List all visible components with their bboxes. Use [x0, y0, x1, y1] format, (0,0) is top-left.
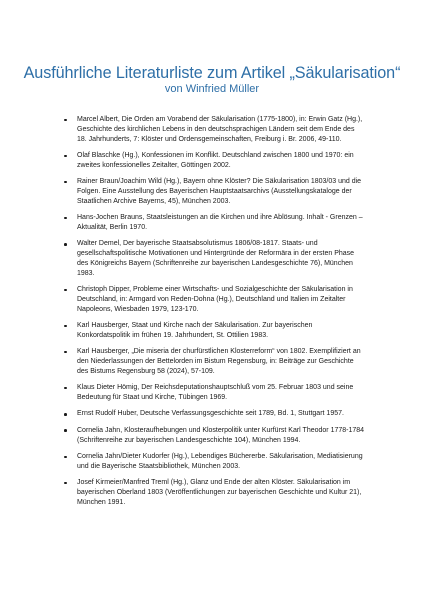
bibliography-entry [64, 452, 366, 472]
bullet-icon [64, 119, 67, 122]
bibliography-entry-text: Karl Hausberger, Staat und Kirche nach der Säkularisation. Zur bayerischen Konkordatspolitik im frühen 19. Jahrhundert, St. Ottilien 1983. [77, 322, 313, 339]
bibliography-entry-text: Marcel Albert, Die Orden am Vorabend der Säkularisation (1775-1800), in: Erwin Gatz (Hg.), Geschichte des kirchlichen Lebens in den deutschsprachigen Ländern seit dem Ende des 18. Jahrhunderts, 7: Klöster und Ordensgemeinschaften, Freiburg i. Br. 2006, 49-110. [77, 116, 363, 143]
bibliography-entry [64, 321, 366, 341]
bibliography-entry [64, 177, 366, 206]
bullet-icon [64, 456, 67, 459]
bullet-icon [64, 155, 67, 158]
bullet-icon [64, 413, 67, 416]
bibliography-entry-text: Ernst Rudolf Huber, Deutsche Verfassungsgeschichte seit 1789, Bd. 1, Stuttgart 1957. [77, 410, 344, 418]
bibliography-entry-text: Cornelia Jahn/Dieter Kudorfer (Hg.), Lebendiges Büchererbe. Säkularisation, Mediatisierung und die Bayerische Staatsbibliothek, München 2003. [77, 453, 363, 470]
bibliography-entry-text: Hans-Jochen Brauns, Staatsleistungen an die Kirchen und ihre Ablösung. Inhalt - Grenzen – Aktualität, Berlin 1970. [77, 214, 363, 231]
bullet-icon [64, 429, 67, 432]
bullet-icon [64, 289, 67, 292]
bibliography-entry [64, 426, 366, 446]
bullet-icon [64, 351, 67, 354]
bibliography-entry [64, 285, 366, 314]
bullet-icon [64, 325, 67, 328]
bibliography-entry-text: Rainer Braun/Joachim Wild (Hg.), Bayern ohne Klöster? Die Säkularisation 1803/03 und die Folgen. Eine Ausstellung des Bayerischen Hauptstaatsarchivs (Ausstellungskataloge der Staatlichen Archive Bayerns, 45), München 2003. [77, 178, 362, 205]
bibliography-entry-text: Klaus Dieter Hömig, Der Reichsdeputationshauptschluß vom 25. Februar 1803 und seine Bedeutung für Staat und Kirche, Tübingen 1969. [77, 384, 354, 402]
bibliography-entry-text: Josef Kirmeier/Manfred Treml (Hg.), Glanz und Ende der alten Klöster. Säkularisation im bayerischen Oberland 1803 (Veröffentlichungen zur bayerischen Geschichte und Kultur 21), München 1991. [77, 479, 362, 506]
bullet-icon [64, 387, 67, 390]
bibliography-entry [64, 239, 366, 278]
bibliography-entry [64, 115, 366, 144]
bibliography-entry-text: Walter Demel, Der bayerische Staatsabsolutismus 1806/08-1817. Staats- und gesellschaftspolitische Motivationen und Hintergründe der Reformära in der ersten Phase des Königreichs Bayern (Schriftenreihe zur bayerischen Landesgeschichte 76), München 1983. [77, 240, 355, 277]
bibliography-entry-text: Cornelia Jahn, Klosteraufhebungen und Klosterpolitik unter Kurfürst Karl Theodor 1778-1784 (Schriftenreihe zur bayerischen Landesgeschichte 104), München 1994. [77, 426, 365, 444]
bibliography-entry-text: Olaf Blaschke (Hg.), Konfessionen im Konflikt. Deutschland zwischen 1800 und 1970: ein zweites konfessionelles Zeitalter, Göttingen 2002. [77, 151, 354, 169]
bibliography-entry [64, 151, 366, 171]
bibliography-entry [64, 383, 366, 403]
bibliography-entry [64, 409, 366, 419]
document-title: Ausführliche Literaturliste zum Artikel „Säkularisation“ [23, 64, 401, 82]
bibliography-entry [64, 213, 366, 233]
bibliography-entry [64, 478, 366, 507]
bibliography-entry-text: Karl Hausberger, „Die miseria der churfürstlichen Klosterreform“ von 1802. Exemplifiziert an den Niederlassungen der Bettelorden im Bistum Regensburg, in: Beiträge zur Geschichte des Bistums Regensburg 58 (2024), 57-109. [77, 348, 361, 375]
bullet-icon [64, 181, 67, 184]
bibliography-entry-text: Christoph Dipper, Probleme einer Wirtschafts- und Sozialgeschichte der Säkularisation in Deutschland, in: Armgard von Reden-Dohna (Hg.), Deutschland und Italien im Zeitalter Napoleons, Wiesbaden 1979, 123-170. [77, 286, 353, 313]
bibliography-list [64, 115, 366, 514]
bullet-icon [64, 243, 67, 246]
bullet-icon [64, 217, 67, 220]
document-subtitle: von Winfried Müller [164, 83, 260, 95]
bibliography-entry [64, 347, 366, 376]
bullet-icon [64, 482, 67, 485]
